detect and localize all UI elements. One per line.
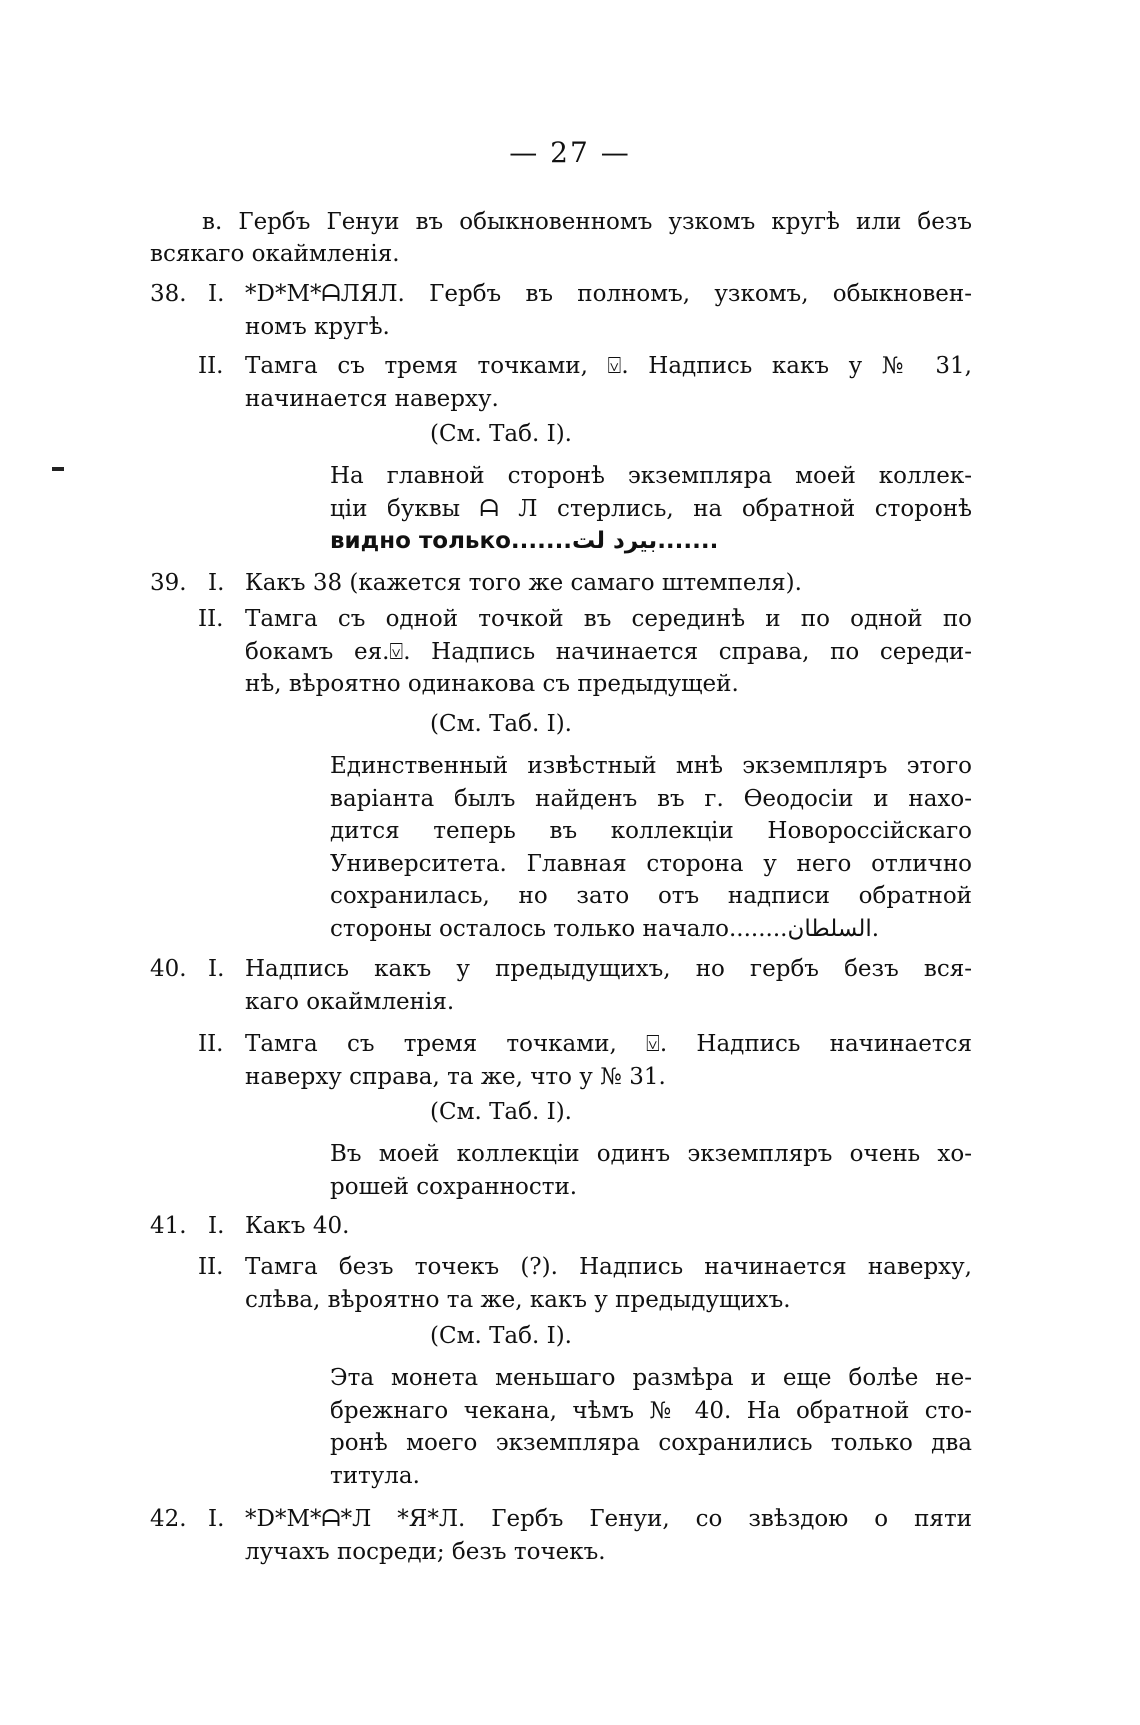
entry-40-number: 40. xyxy=(150,956,187,982)
entry-39-number: 39. xyxy=(150,570,187,596)
entry-38-obverse-label: I. xyxy=(208,281,225,307)
entry-41-note: Эта монета меньшаго размѣра и еще болѣе не- брежнаго чекана, чѣмъ № 40. На обратной сто- ронѣ моего экземпляра сохранились только два титула. xyxy=(330,1365,972,1489)
entry-42-obverse-label: I. xyxy=(208,1506,225,1532)
entry-39-reverse-label: II. xyxy=(198,606,224,632)
entry-40-obverse-text: Надпись какъ у предыдущихъ, но гербъ безъ вся- каго окаймленія. xyxy=(245,956,972,1015)
intro-line-1: в. Гербъ Генуи въ обыкновенномъ узкомъ кругѣ или безъ xyxy=(202,209,972,235)
entry-41-reverse-label: II. xyxy=(198,1254,224,1280)
entry-38-obverse-text: *D*M*ᗩЛЯЛ. Гербъ въ полномъ, узкомъ, обыкновен- номъ кругѣ. xyxy=(245,281,972,340)
entry-39-obverse-text: Какъ 38 (кажется того же самаго штемпеля). xyxy=(245,570,802,596)
entry-38-note: На главной сторонѣ экземпляра моей коллек- ціи буквы ᗩ Л стерлись, на обратной сторонѣ видно только.......ﺑﻴﺮﺩ ﻟﺖ....... xyxy=(330,463,972,554)
entry-42-number: 42. xyxy=(150,1506,187,1532)
entry-40-note: Въ моей коллекціи одинъ экземпляръ очень хо- рошей сохранности. xyxy=(330,1141,972,1200)
entry-38-see-table: (См. Таб. I). xyxy=(430,421,572,447)
entry-42-obverse-text: *D*M*ᗩ*Л *Я*Л. Гербъ Генуи, со звѣздою о пяти лучахъ посреди; безъ точекъ. xyxy=(245,1506,972,1565)
entry-41-obverse-label: I. xyxy=(208,1213,225,1239)
entry-38-number: 38. xyxy=(150,281,187,307)
entry-39-reverse-text: Тамга съ одной точкой въ серединѣ и по одной по бокамъ ея.⍌. Надпись начинается справа, по середи- нѣ, вѣроятно одинакова съ предыдущей. xyxy=(245,606,972,697)
entry-40-reverse-label: II. xyxy=(198,1031,224,1057)
entry-40-see-table: (См. Таб. I). xyxy=(430,1099,572,1125)
entry-39-note: Единственный извѣстный мнѣ экземпляръ этого варіанта былъ найденъ въ г. Ѳеодосіи и нахо- дится теперь въ коллекціи Новороссійскаго Университета. Главная сторона у него отлично сохранилась, но зато отъ надписи обратной стороны осталось только начало........السلطان. xyxy=(330,753,972,942)
entry-39-obverse-label: I. xyxy=(208,570,225,596)
entry-41-number: 41. xyxy=(150,1213,187,1239)
margin-mark xyxy=(52,467,64,471)
entry-40-reverse-text: Тамга съ тремя точками, ⍌. Надпись начинается наверху справа, та же, что у № 31. xyxy=(245,1031,972,1090)
entry-39-see-table: (См. Таб. I). xyxy=(430,711,572,737)
entry-38-reverse-label: II. xyxy=(198,353,224,379)
intro-line-2: всякаго окаймленія. xyxy=(150,241,400,267)
entry-41-see-table: (См. Таб. I). xyxy=(430,1323,572,1349)
entry-40-obverse-label: I. xyxy=(208,956,225,982)
entry-38-reverse-text: Тамга съ тремя точками, ⍌. Надпись какъ у № 31, начинается наверху. xyxy=(245,353,972,412)
page-number: — 27 — xyxy=(509,136,631,169)
entry-41-obverse-text: Какъ 40. xyxy=(245,1213,350,1239)
entry-41-reverse-text: Тамга безъ точекъ (?). Надпись начинается наверху, слѣва, вѣроятно та же, какъ у предыдущихъ. xyxy=(245,1254,972,1313)
